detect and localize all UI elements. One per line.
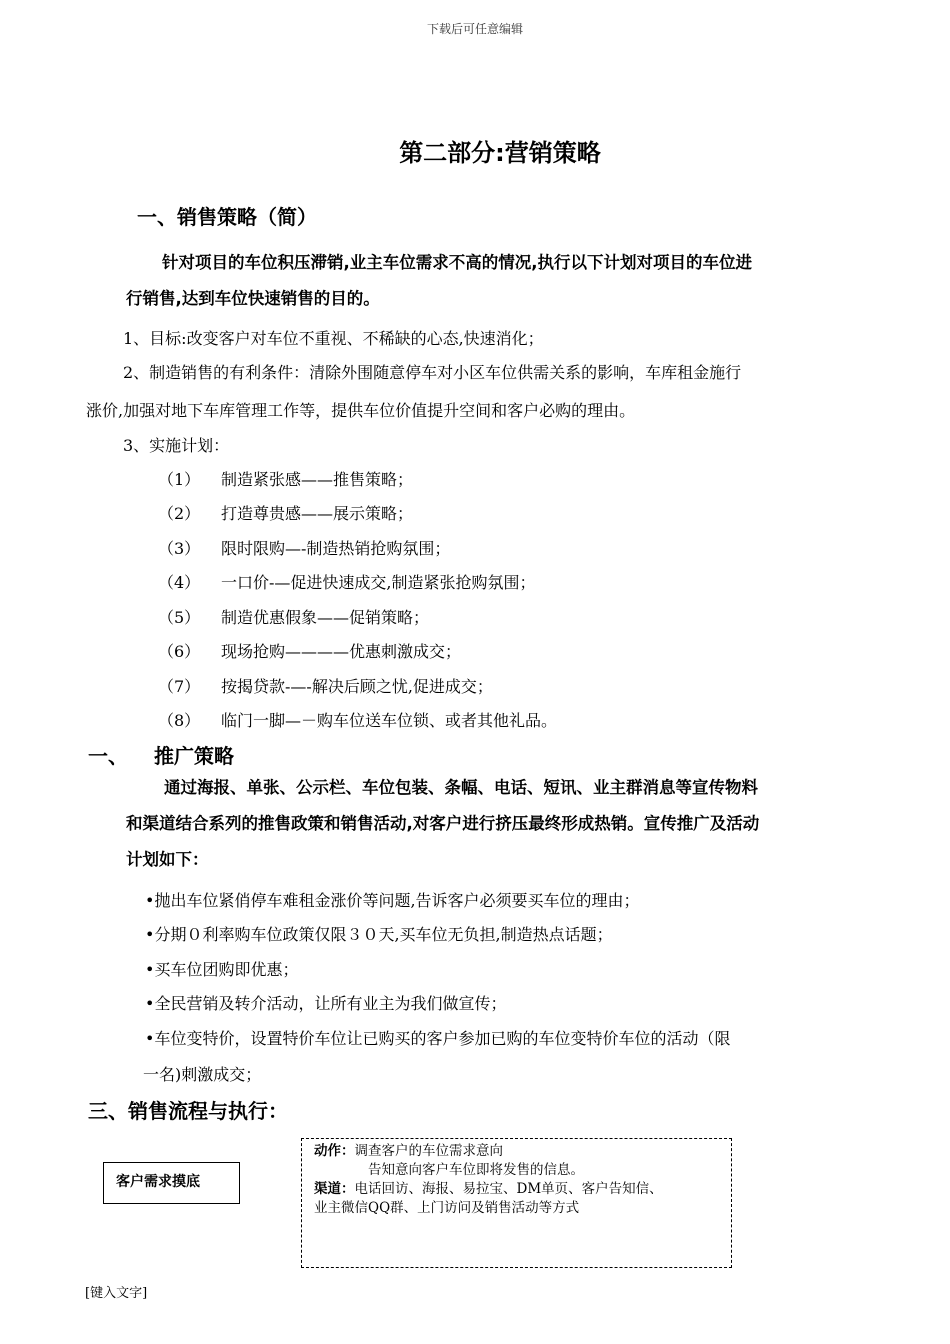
plan-item-text: 打造尊贵感——展示策略； xyxy=(221,504,414,523)
plan-item-text: 制造紧张感——推售策略； xyxy=(221,470,414,489)
plan-item-num: （1） xyxy=(158,470,201,489)
plan-item-num: （8） xyxy=(158,711,201,730)
section3-heading: 三、销售流程与执行： xyxy=(88,1099,288,1123)
flow-box-detail xyxy=(301,1138,732,1268)
section1-point2-line2: 涨价,加强对地下车库管理工作等，提供车位价值提升空间和客户必购的理由。 xyxy=(86,401,636,420)
section2-intro-line2: 和渠道结合系列的推售政策和销售活动,对客户进行挤压最终形成热销。宣传推广及活动 xyxy=(126,814,760,833)
section1-point2-line1: 2、制造销售的有利条件：清除外围随意停车对小区车位供需关系的影响，车库租金施行 xyxy=(123,363,742,382)
section2-intro-line1: 通过海报、单张、公示栏、车位包装、条幅、电话、短讯、业主群消息等宣传物料 xyxy=(164,778,758,797)
page-header-note: 下载后可任意编辑 xyxy=(426,22,523,36)
footer-placeholder: [键入文字] xyxy=(85,1286,148,1301)
promo-bullet: •分期０利率购车位政策仅限３０天,买车位无负担,制造热点话题； xyxy=(145,925,613,944)
plan-item-num: （7） xyxy=(158,677,201,696)
section1-point1: 1、目标:改变客户对车位不重视、不稀缺的心态,快速消化； xyxy=(123,329,544,348)
plan-item-num: （4） xyxy=(158,573,201,592)
promo-bullet-continuation: 一名)刺激成交； xyxy=(143,1065,262,1084)
page-title: 第二部分:营销策略 xyxy=(399,139,601,167)
section2-intro xyxy=(126,770,886,878)
channel-label: 渠道： xyxy=(314,1181,355,1197)
promo-bullet: •抛出车位紧俏停车难租金涨价等问题,告诉客户必须要买车位的理由； xyxy=(145,891,640,910)
action-row xyxy=(314,1142,731,1161)
section1-intro xyxy=(126,245,868,317)
section1-intro-line1: 针对项目的车位积压滞销,业主车位需求不高的情况,执行以下计划对项目的车位进 xyxy=(162,253,753,272)
channel-line2: 业主微信QQ群、上门访问及销售活动等方式 xyxy=(314,1200,580,1216)
promo-bullet: •买车位团购即优惠； xyxy=(145,960,299,979)
plan-item-text: 制造优惠假象——促销策略； xyxy=(221,608,430,627)
action-line2: 告知意向客户车位即将发售的信息。 xyxy=(368,1162,584,1178)
plan-item-text: 限时限购—-制造热销抢购氛围； xyxy=(221,539,451,558)
plan-item-num: （2） xyxy=(158,504,201,523)
promo-bullet: •车位变特价，设置特价车位让已购买的客户参加已购的车位变特价车位的活动（限 xyxy=(145,1029,731,1048)
section1-point3: 3、实施计划： xyxy=(123,436,230,455)
promo-bullet: •全民营销及转介活动，让所有业主为我们做宣传； xyxy=(145,994,507,1013)
section2-heading-num: 一、 xyxy=(88,744,128,768)
plan-item-text: 一口价-—促进快速成交,制造紧张抢购氛围； xyxy=(221,573,536,592)
plan-item-text: 按揭贷款-—-解决后顾之忧,促进成交； xyxy=(221,677,493,696)
plan-item-text: 现场抢购————优惠刺激成交； xyxy=(221,642,462,661)
section2-heading: 推广策略 xyxy=(154,744,234,768)
plan-item-num: （6） xyxy=(158,642,201,661)
plan-item-text: 临门一脚—－购车位送车位锁、或者其他礼品。 xyxy=(221,711,558,730)
plan-item-num: （3） xyxy=(158,539,201,558)
section1-heading: 一、销售策略（简） xyxy=(137,205,317,229)
plan-item-num: （5） xyxy=(158,608,201,627)
section2-intro-line3: 计划如下： xyxy=(126,850,209,869)
section1-intro-line2: 行销售,达到车位快速销售的目的。 xyxy=(126,289,380,308)
channel-row xyxy=(314,1180,731,1199)
channel-line1: 电话回访、海报、易拉宝、DM单页、客户告知信、 xyxy=(354,1181,663,1197)
action-line1: 调查客户的车位需求意向 xyxy=(354,1143,503,1159)
action-label: 动作： xyxy=(314,1143,355,1159)
flow-box-customer-demand: 客户需求摸底 xyxy=(103,1162,240,1204)
